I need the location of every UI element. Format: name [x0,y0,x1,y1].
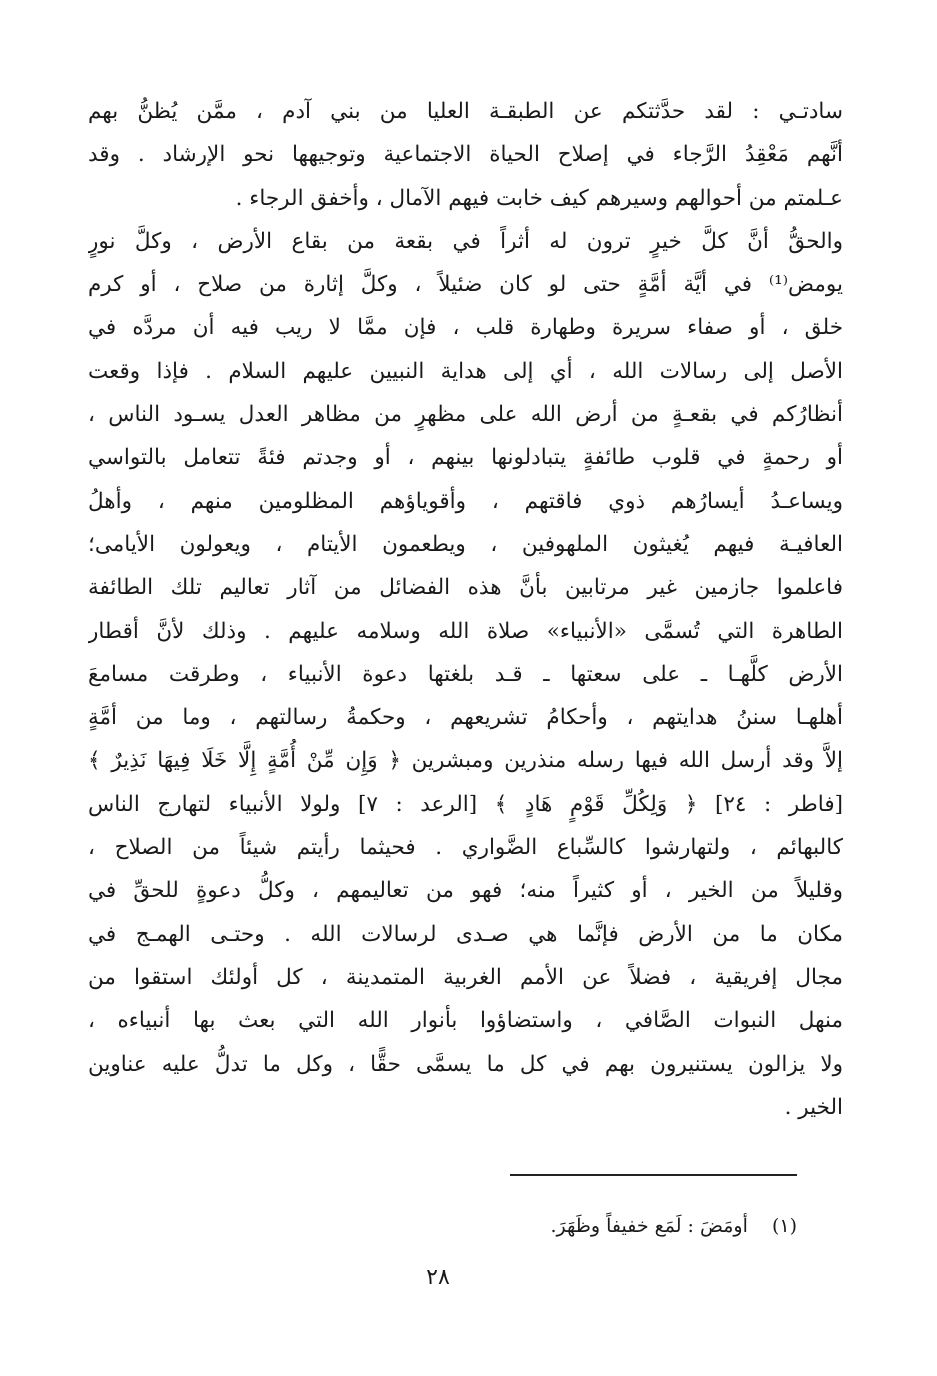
text-line: سادتـي : لقد حدَّثتكم عن الطبقـة العليا من بني آدم ، ممَّن يُظنُّ بهم [88,99,843,124]
text-line: الطاهرة التي تُسمَّى «الأنبياء» صلاة الله وسلامه عليهم . وذلك لأنَّ أقطار [88,618,843,644]
text-line: منهل النبوات الصَّافي ، واستضاؤوا بأنوار الله التي بعث بها أنبياءه ، [88,1008,843,1034]
footnote-number: (١) [771,1215,797,1237]
text-line: كالبهائم ، ولتهارشوا كالسِّباع الضَّواري . فحيثما رأيتم شيئاً من الصلاح ، [88,835,843,861]
footnote [300,1206,797,1246]
text-line: أهلهـا سننُ هدايتهم ، وأحكامُ تشريعهم ، وحكمةُ رسالتهم ، وما من أمَّةٍ [88,705,843,731]
text-line: مكان ما من الأرض فإنَّما هي صـدى لرسالات الله . وحتـى الهمـج في [88,921,843,947]
quran-verse-line: إلاَّ وقد أرسل الله فيها رسله منذرين ومبشرين ﴿ وَإِن مِّنْ أُمَّةٍ إِلَّا خَلَا فِيهَا نَذِيرٌ ﴾ [88,748,843,774]
quran-verse-line: [فاطر : ٢٤] ﴿ وَلِكُلِّ قَوْمٍ هَادٍ ﴾ [الرعد : ٧] ولولا الأنبياء لتهارج الناس [88,791,843,817]
text-line: أنَّهم مَعْقِدُ الرَّجاء في إصلاح الحياة الاجتماعية وتوجيهها نحو الإرشاد . وقد [88,142,843,168]
text-line: الأصل إلى رسالات الله ، أي إلى هداية النبيين عليهم السلام . فإذا وقعت [88,358,843,384]
text-line: فاعلموا جازمين غير مرتابين بأنَّ هذه الفضائل من آثار تعاليم تلك الطائفة [88,575,843,601]
text-line: ولا يزالون يستنيرون بهم في كل ما يسمَّى حقًّا ، وكل ما تدلُّ عليه عناوين [88,1051,843,1077]
text-line: خلق ، أو صفاء سريرة وطهارة قلب ، فإن ممَّا لا ريب فيه أن مردَّه في [88,315,843,341]
text-line: يومض⁽¹⁾ في أيَّة أمَّةٍ حتى لو كان ضئيلاً ، وكلَّ إثارة من صلاح ، أو كرم [88,272,843,298]
text-line: والحقُّ أنَّ كلَّ خيرٍ ترون له أثراً في بقعة من بقاع الأرض ، وكلَّ نورٍ [88,228,843,254]
footnote-divider [510,1174,797,1176]
text-line: أنظارُكم في بقعـةٍ من أرض الله على مظهرٍ من مظاهر العدل يسـود الناس ، [88,402,843,428]
text-line: العافيـة فيهم يُغيثون الملهوفين ، ويطعمون الأيتام ، ويعولون الأيامى؛ [88,531,843,557]
page-number: ٢٨ [426,1265,450,1290]
text-line: عـلمتم من أحوالهم وسيرهم كيف خابت فيهم الآمال ، وأخفق الرجاء . [235,185,843,211]
text-line: الخير . [784,1094,843,1120]
text-line: وقليلاً من الخير ، أو كثيراً منه؛ فهو من تعاليمهم ، وكلُّ دعوةٍ للحقِّ في [88,878,843,904]
footnote-text: أومَضَ : لَمَع خفيفاً وظَهَرَ. [550,1215,748,1237]
text-line: ويساعـدُ أيسارُهم ذوي فاقتهم ، وأقوياؤهم المظلومين منهم ، وأهلُ [88,488,843,514]
main-text-block [88,90,843,1129]
text-line: الأرض كلَّهـا ـ على سعتها ـ قـد بلغتها دعوة الأنبياء ، وطرقت مسامعَ [88,661,843,687]
text-line: أو رحمةٍ في قلوب طائفةٍ يتبادلونها بينهم ، أو وجدتم فئةً تتعامل بالتواسي [88,445,843,471]
text-line: مجال إفريقية ، فضلاً عن الأمم الغربية المتمدينة ، كل أولئك استقوا من [88,964,843,990]
